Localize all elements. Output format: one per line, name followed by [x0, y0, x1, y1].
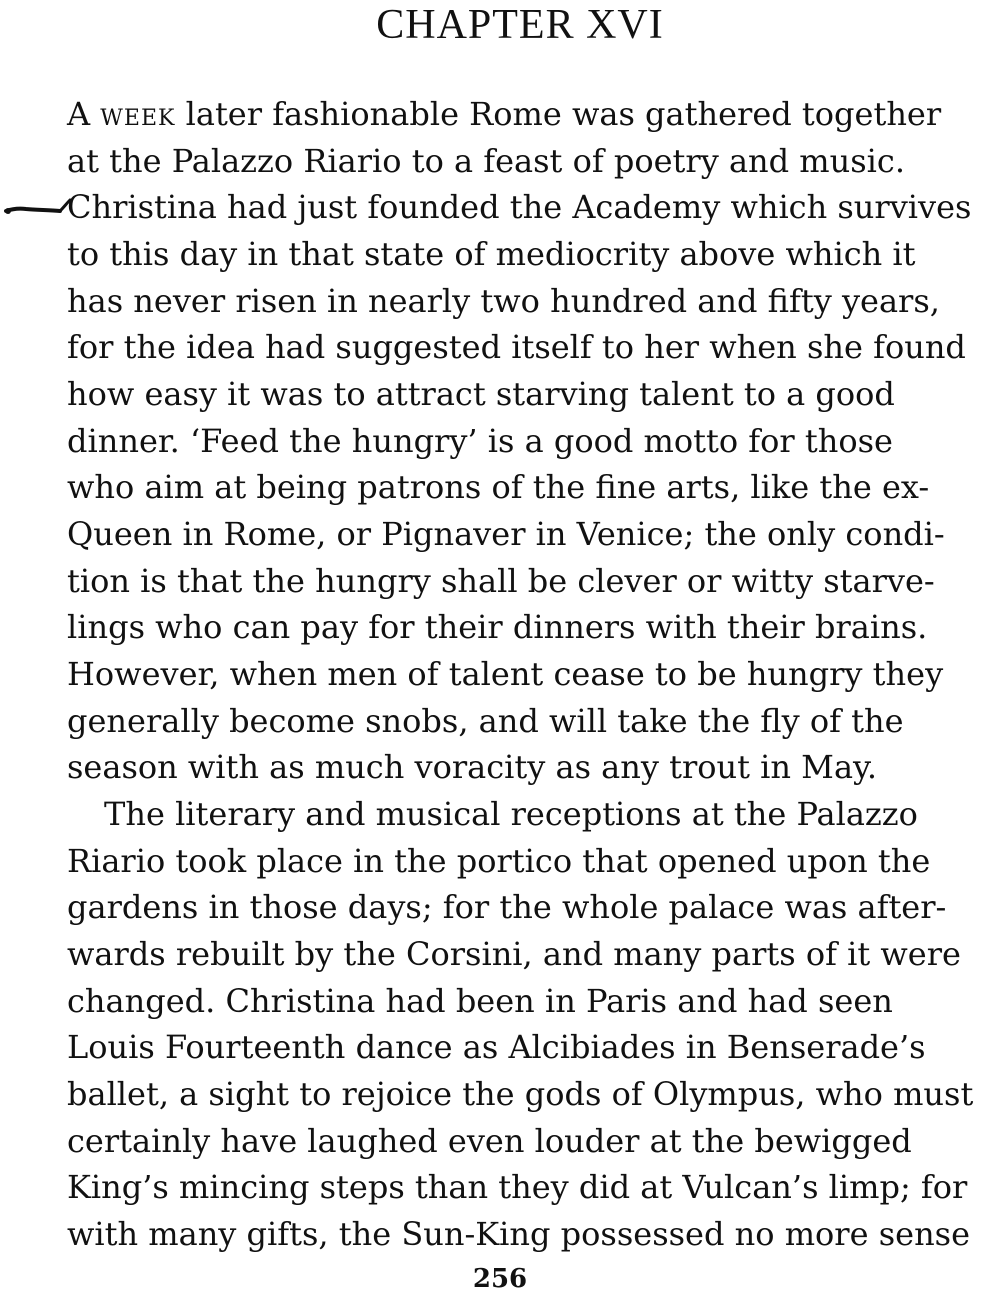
text-line: has never risen in nearly two hundred and fifty years, — [67, 282, 940, 320]
page-number: 256 — [472, 1264, 528, 1294]
text-line: The literary and musical receptions at the Palazzo — [104, 795, 918, 833]
text-line: Louis Fourteenth dance as Alcibiades in Benserade’s — [67, 1028, 926, 1066]
text-line: Riario took place in the portico that opened upon the — [67, 842, 931, 880]
text-line: certainly have laughed even louder at the bewigged — [67, 1122, 912, 1160]
text-line: season with as much voracity as any trout in May. — [67, 748, 878, 786]
text-line: Christina had just founded the Academy which survives — [67, 188, 972, 226]
chapter-heading-text: CHAPTER XVI — [376, 2, 664, 48]
text-line: tion is that the hungry shall be clever or witty starve- — [67, 562, 935, 600]
text-line: lings who can pay for their dinners with their brains. — [67, 608, 928, 646]
text-line: at the Palazzo Riario to a feast of poetry and music. — [67, 142, 905, 180]
text-line: dinner. ‘Feed the hungry’ is a good motto for those — [67, 422, 893, 460]
text-line: generally become snobs, and will take the fly of the — [67, 702, 904, 740]
margin-pencil-mark-icon — [4, 198, 74, 222]
text-line: who aim at being patrons of the fine arts, like the ex- — [67, 468, 930, 506]
text-line: how easy it was to attract starving talent to a good — [67, 375, 895, 413]
paragraph-smallcaps-word: week — [100, 95, 176, 133]
text-line: ballet, a sight to rejoice the gods of Olympus, who must — [67, 1075, 974, 1113]
text-line: to this day in that state of mediocrity above which it — [67, 235, 916, 273]
text-line: King’s mincing steps than they did at Vulcan’s limp; for — [67, 1168, 968, 1206]
text-line — [67, 90, 988, 138]
chapter-heading — [0, 0, 1000, 50]
text-line: for the idea had suggested itself to her when she found — [67, 328, 966, 366]
text-line-content: later fashionable Rome was gathered together — [175, 95, 942, 133]
text-line: wards rebuilt by the Corsini, and many parts of it were — [67, 935, 961, 973]
paragraph-initial: A — [67, 95, 91, 133]
text-line: with many gifts, the Sun-King possessed no more sense — [67, 1215, 971, 1253]
text-line: However, when men of talent cease to be hungry they — [67, 655, 944, 693]
text-line: gardens in those days; for the whole palace was after- — [67, 888, 947, 926]
text-line: Queen in Rome, or Pignaver in Venice; the only condi- — [67, 515, 945, 553]
text-line: changed. Christina had been in Paris and had seen — [67, 982, 893, 1020]
